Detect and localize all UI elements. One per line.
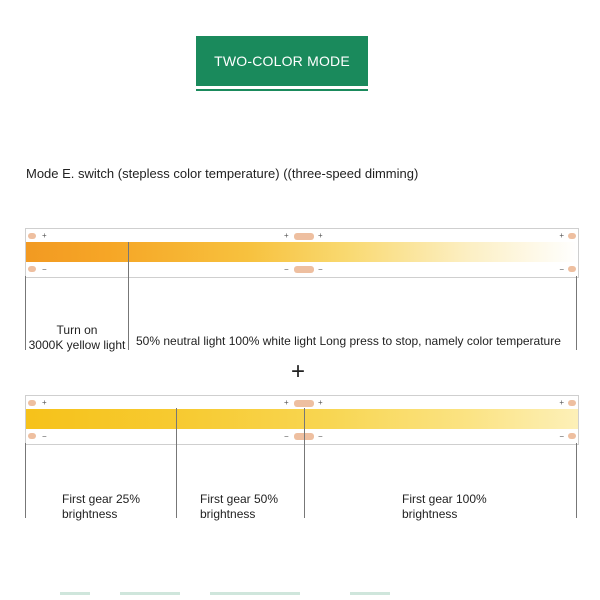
solder-pad (28, 233, 36, 239)
minus-marker: − (284, 432, 289, 441)
label-line: 3000K yellow light (28, 338, 126, 352)
plus-marker: + (284, 398, 289, 407)
minus-marker: − (559, 432, 564, 441)
mode-banner (196, 36, 368, 86)
bracket-line (304, 408, 305, 518)
mode-banner-text: TWO-COLOR MODE (214, 53, 350, 69)
plus-marker: + (559, 231, 564, 240)
label-gear-50 (200, 492, 278, 522)
label-line: brightness (402, 507, 458, 521)
minus-marker: − (318, 432, 323, 441)
solder-pad (28, 433, 36, 439)
label-line: Turn on (56, 323, 98, 337)
plus-marker: + (559, 398, 564, 407)
minus-marker: − (559, 265, 564, 274)
led-strip-brightness (25, 395, 579, 445)
solder-pad (294, 266, 314, 273)
solder-pad (568, 433, 576, 439)
label-gear-25 (62, 492, 140, 522)
color-temperature-band (26, 242, 578, 262)
plus-marker: + (318, 398, 323, 407)
bracket-line (25, 443, 26, 518)
minus-marker: − (42, 432, 47, 441)
plus-marker: + (318, 231, 323, 240)
led-strip-color-temperature (25, 228, 579, 278)
plus-sign: + (291, 358, 306, 385)
bracket-line (128, 242, 129, 350)
label-line: First gear 25% (62, 492, 141, 506)
decoration-strip (350, 592, 390, 595)
decoration-strip (210, 592, 300, 595)
banner-underline (196, 89, 368, 91)
bracket-line (576, 443, 577, 518)
solder-pad (294, 400, 314, 407)
label-line: First gear 50% (200, 492, 279, 506)
solder-pad (28, 266, 36, 272)
label-color-temperature: 50% neutral light 100% white light Long press to stop, namely color temperature (136, 334, 561, 348)
bracket-line (576, 276, 577, 350)
decoration-strip (120, 592, 180, 595)
label-line: First gear 100% (402, 492, 487, 506)
plus-marker: + (284, 231, 289, 240)
solder-pad (294, 233, 314, 240)
plus-marker: + (42, 231, 47, 240)
decoration-strip (60, 592, 90, 595)
bracket-line (176, 408, 177, 518)
label-line: brightness (62, 507, 118, 521)
plus-marker: + (42, 398, 47, 407)
minus-marker: − (42, 265, 47, 274)
brightness-band (26, 409, 578, 429)
solder-pad (568, 400, 576, 406)
label-line: brightness (200, 507, 256, 521)
mode-title: Mode E. switch (stepless color temperature) ((three-speed dimming) (26, 166, 419, 181)
minus-marker: − (284, 265, 289, 274)
minus-marker: − (318, 265, 323, 274)
label-gear-100 (402, 492, 487, 522)
solder-pad (28, 400, 36, 406)
solder-pad (568, 233, 576, 239)
label-turn-on (26, 323, 128, 353)
solder-pad (568, 266, 576, 272)
